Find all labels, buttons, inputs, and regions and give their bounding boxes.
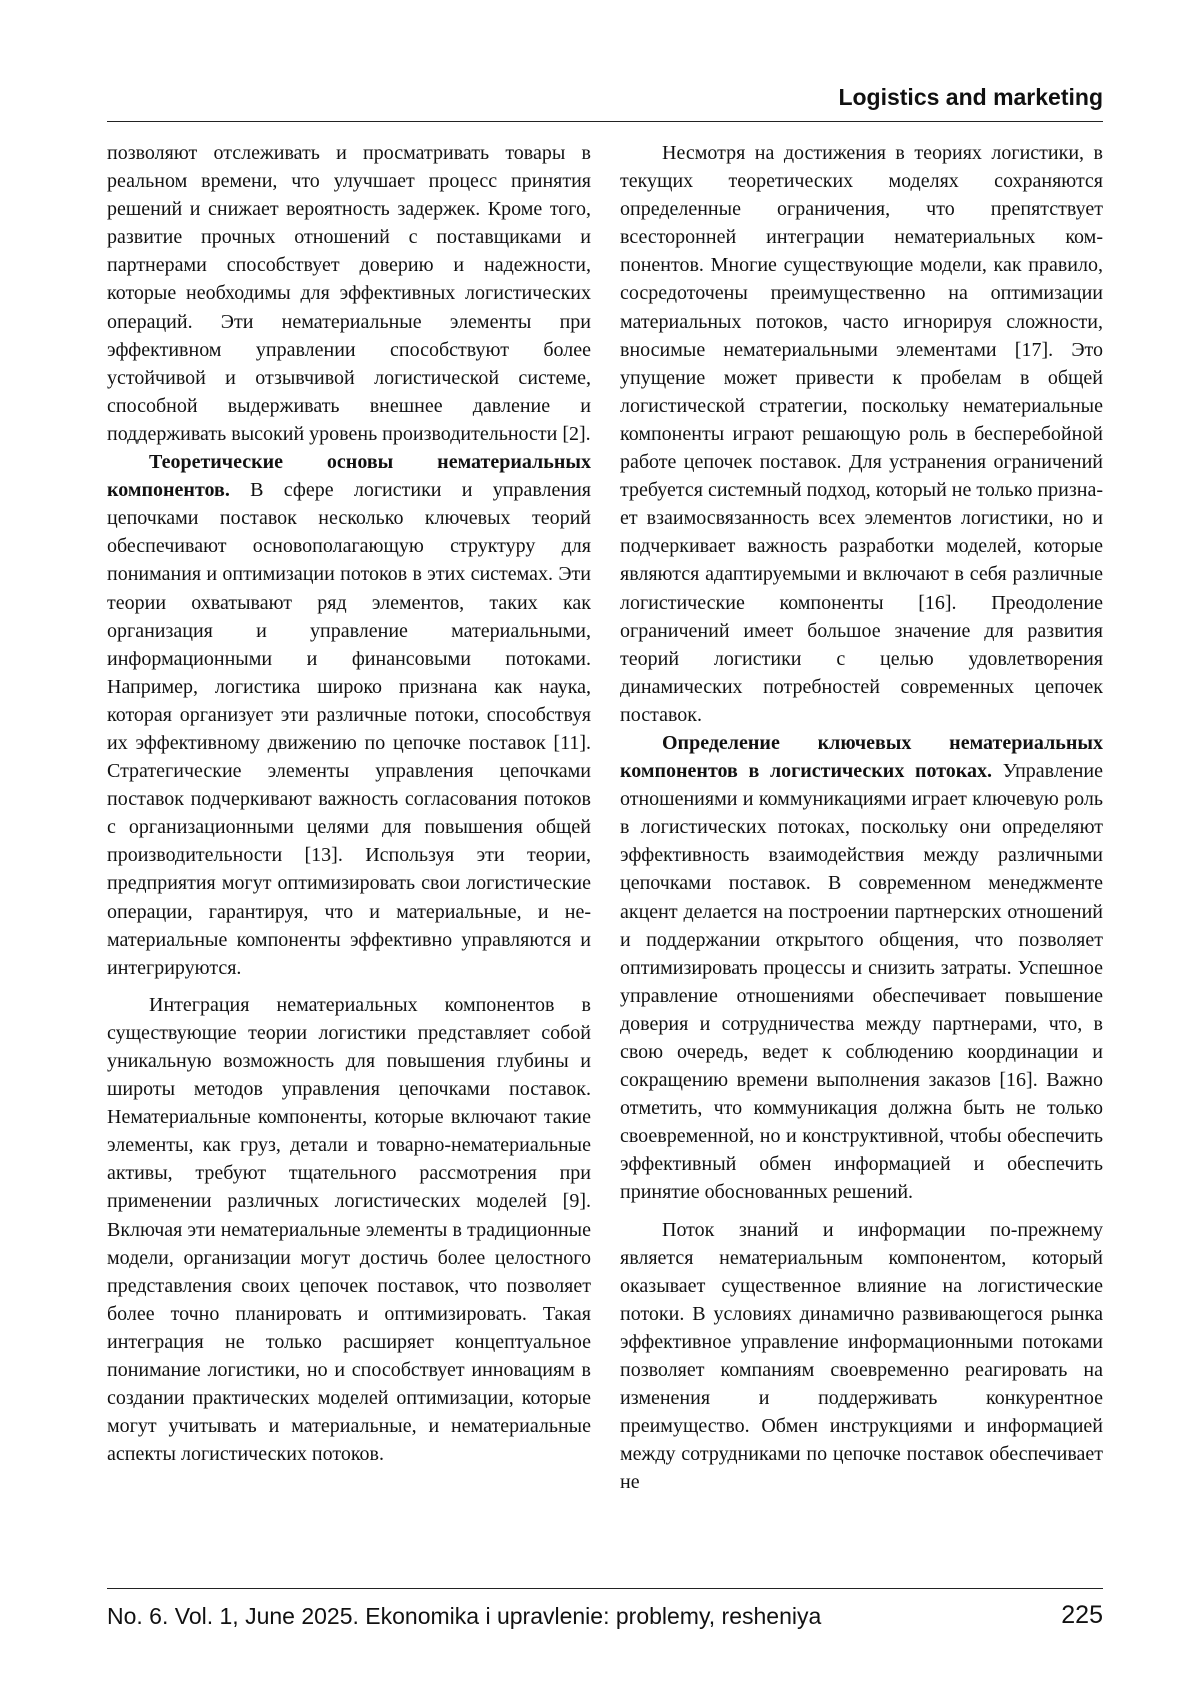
inline-heading: Теоретические основы нематериальных компонентов.: [107, 451, 591, 501]
page-number: 225: [1061, 1601, 1103, 1630]
paragraph: Несмотря на достижения в теориях логисти­ки, в текущих теоретических моделях сохраняют­ся определенные ограничения, что препятствует всесторонней интеграции нематериальных ком­понентов. Многие существующие модели, как правило, сосредоточены преимущественно на оптимизации материальных потоков, часто игно­рируя сложности, вносимые нематериальными элементами [17]. Это упущение может привести к пробелам в общей логистической стратегии, по­скольку нематериальные компоненты играют ре­шающую роль в бесперебойной работе цепочек поставок. Для устранения ограничений требует­ся системный подход, который не только призна­ет взаимосвязанность всех элементов логистики, но и подчеркивает важность разработки моделей, которые являются адаптируемыми и включают в себя различные логистические компоненты [16]. Преодоление ограничений имеет большое значение для развития теорий логистики с целью удовлетворения динамических потребностей современных цепочек поставок.: [620, 139, 1103, 729]
footer-journal-citation: No. 6. Vol. 1, June 2025. Ekonomika i upravlenie: problemy, resheniya: [107, 1603, 821, 1630]
paragraph: Поток знаний и информации по-прежнему является нематериальным компонентом, кото­рый оказывает существенное влияние на логи­стические потоки. В условиях динамично раз­вивающегося рынка эффективное управление информационными потоками позволяет компа­ниям своевременно реагировать на изменения и поддерживать конкурентное преимущество. Обмен инструкциями и информацией между сот­рудниками по цепочке поставок обеспечивает не: [620, 1216, 1103, 1497]
section-title: Logistics and marketing: [838, 84, 1103, 111]
paragraph-with-heading: [620, 729, 1103, 1207]
paragraph-with-heading: [107, 448, 591, 982]
right-column: [620, 139, 1103, 1576]
paragraph: Интеграция нематериальных компонентов в существующие теории логистики представляет собой уникальную возможность для повышения глубины и широты методов управления цепоч­ками поставок. Нематериальные компоненты, которые включают такие элементы, как груз, де­тали и товарно-нематериальные активы, требуют тщательного рассмотрения при применении раз­личных логистических моделей [9]. Включая эти нематериальные элементы в традиционные мо­дели, организации могут достичь более целост­ного представления своих цепочек поставок, что позволяет более точно планировать и оптимизи­ровать. Такая интеграция не только расширяет концептуальное понимание логистики, но и спо­собствует инновациям в создании практических моделей оптимизации, которые могут учитывать и материальные, и нематериальные аспекты ло­гистических потоков.: [107, 991, 591, 1469]
footer-divider: [107, 1588, 1103, 1589]
header-divider: [107, 121, 1103, 122]
inline-heading: Определение ключевых нематериаль­ных компонентов в логистических потоках.: [620, 732, 1103, 782]
paragraph-text: Управление отношениями и коммуникациями играет ключевую роль в логистических пото­ках, поскольку они определяют эффективность взаимодействия между различными цепочками поставок. В современном менеджменте акцент делается на построении партнерских отношений и поддержании открытого общения, что позво­ляет оптимизировать процессы и снизить затра­ты. Успешное управление отношениями обес­печивает повышение доверия и сотрудничества между партнерами, что, в свою очередь, ведет к соблюдению координации и сокращению вре­мени выполнения заказов [16]. Важно отметить, что коммуникация должна быть не только свое­временной, но и конструктивной, чтобы обеспе­чить эффективный обмен информацией и обеспе­чить принятие обоснованных решений.: [620, 760, 1103, 1203]
left-column: [107, 139, 591, 1576]
paragraph-text: В сфере логистики и управления цепочками поставок несколько ключевых теорий обеспечивают основополагающую структуру для понимания и оптимизации потоков в этих си­стемах. Эти теории охватывают ряд элементов, таких как организация и управление материаль­ными, информационными и финансовыми пото­ками. Например, логистика широко признана как наука, которая организует эти различные потоки, способствуя их эффективному движению по це­почке поставок [11]. Стратегические элементы управления цепочками поставок подчеркивают важность согласования потоков с организацион­ными целями для повышения общей производи­тельности [13]. Используя эти теории, предприя­тия могут оптимизировать свои логистические операции, гарантируя, что и материальные, и не­материальные компоненты эффективно управля­ются и интегрируются.: [107, 479, 591, 979]
paragraph: позволяют отслеживать и просматривать товары в реальном времени, что улучшает процесс при­нятия решений и снижает вероятность задержек. Кроме того, развитие прочных отношений с по­ставщиками и партнерами способствует доверию и надежности, которые необходимы для эффек­тивных логистических операций. Эти нематери­альные элементы при эффективном управлении способствуют более устойчивой и отзывчивой логистической системе, способной выдерживать внешнее давление и поддерживать высокий уро­вень производительности [2].: [107, 139, 591, 448]
